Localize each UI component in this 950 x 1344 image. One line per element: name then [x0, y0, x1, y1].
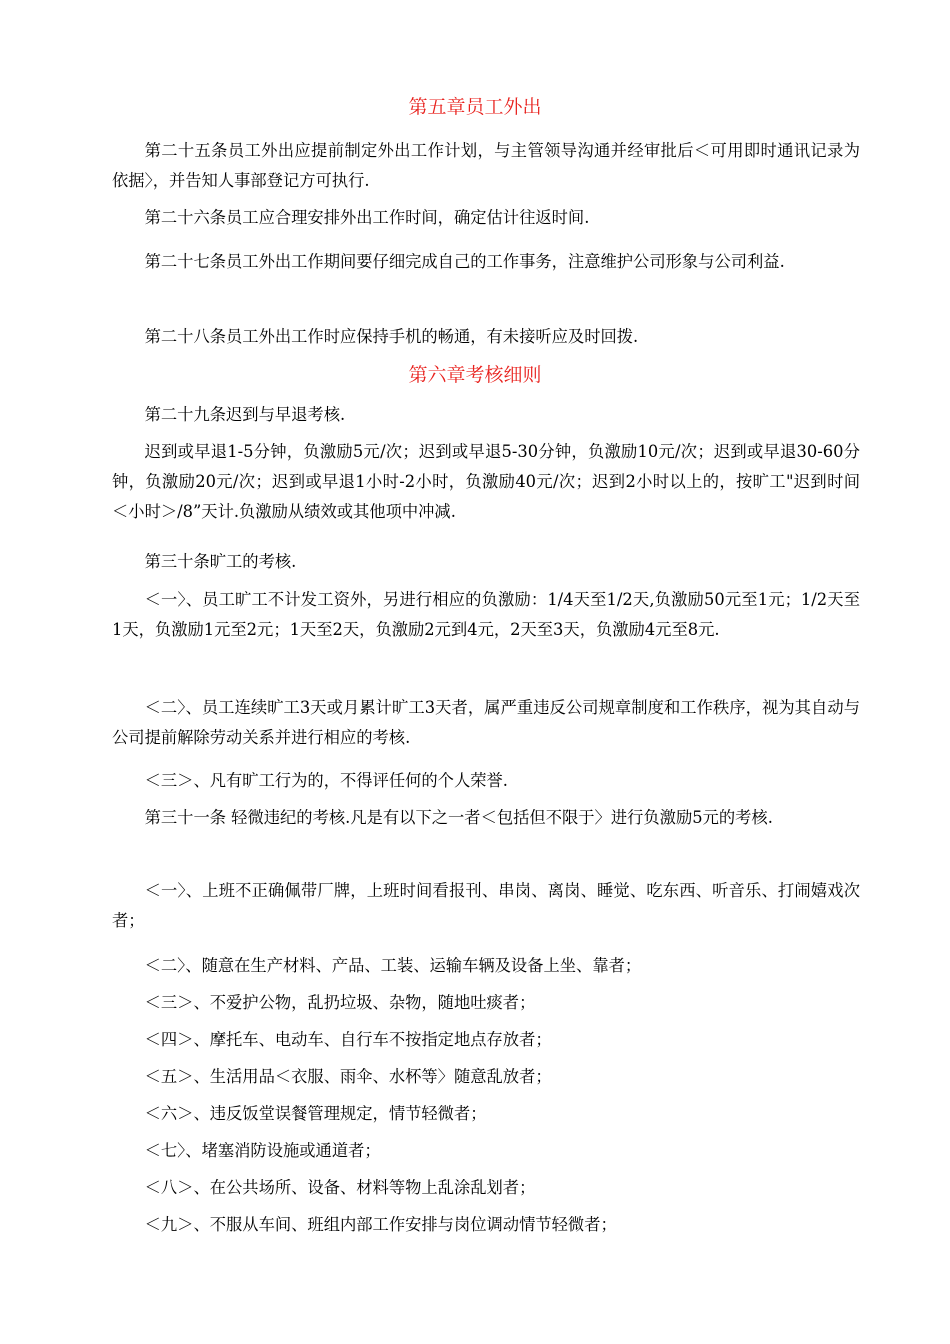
- minor-violation-5: ＜五＞、生活用品＜衣服、雨伞、水杯等〉随意乱放者；: [144, 1067, 552, 1086]
- article-29-title: 第二十九条迟到与早退考核.: [144, 405, 346, 424]
- minor-violation-2: ＜二〉、随意在生产材料、产品、工装、运输车辆及设备上坐、靠者；: [144, 956, 642, 975]
- article-31-title: 第三十一条 轻微违纪的考核.凡是有以下之一者＜包括但不限于〉进行负激励5元的考核.: [144, 808, 773, 827]
- minor-violation-6: ＜六＞、违反饭堂误餐管理规定，情节轻微者；: [144, 1104, 487, 1123]
- minor-violation-7: ＜七〉、堵塞消防设施或通道者；: [144, 1141, 381, 1160]
- article-25: 第二十五条员工外出应提前制定外出工作计划，与主管领导沟通并经审批后＜可用即时通讯记录为依据〉，并告知人事部登记方可执行.: [112, 141, 860, 190]
- article-27: 第二十七条员工外出工作期间要仔细完成自己的工作事务，注意维护公司形象与公司利益.: [144, 252, 785, 271]
- chapter-5-title: 第五章员工外出: [408, 96, 542, 118]
- minor-violation-4: ＜四＞、摩托车、电动车、自行车不按指定地点存放者；: [144, 1030, 552, 1049]
- absence-item-3: ＜三＞、凡有旷工行为的，不得评任何的个人荣誉.: [144, 771, 508, 790]
- minor-violation-3: ＜三＞、不爱护公物，乱扔垃圾、杂物，随地吐痰者；: [144, 993, 536, 1012]
- minor-violation-1: ＜一〉、上班不正确佩带厂牌，上班时间看报刊、串岗、离岗、睡觉、吃东西、听音乐、打闹嬉戏次者；: [112, 881, 860, 930]
- absence-item-2: ＜二〉、员工连续旷工3天或月累计旷工3天者，属严重违反公司规章制度和工作秩序，视为其自动与公司提前解除劳动关系并进行相应的考核.: [112, 698, 860, 747]
- article-30-title: 第三十条旷工的考核.: [144, 552, 297, 571]
- article-28: 第二十八条员工外出工作时应保持手机的畅通，有未接听应及时回拨.: [144, 327, 639, 346]
- absence-item-1: ＜一〉、员工旷工不计发工资外，另进行相应的负激励：1/4天至1/2天,负激励50元至1元；1/2天至1天，负激励1元至2元；1天至2天，负激励2元到4元，2天至3天，负激励4元至8元.: [112, 590, 860, 639]
- minor-violation-8: ＜八＞、在公共场所、设备、材料等物上乱涂乱划者；: [144, 1178, 536, 1197]
- article-26: 第二十六条员工应合理安排外出工作时间，确定估计往返时间.: [144, 208, 590, 227]
- minor-violation-9: ＜九＞、不服从车间、班组内部工作安排与岗位调动情节轻微者；: [144, 1215, 617, 1234]
- late-early-rules: 迟到或早退1-5分钟，负激励5元/次；迟到或早退5-30分钟，负激励10元/次；迟到或早退30-60分钟，负激励20元/次；迟到或早退1小时-2小时，负激励40元/次；迟到2小时以上的，按旷工"迟到时间 ＜小时＞/8”天计.负激励从绩效或其他项中冲减.: [112, 442, 860, 521]
- chapter-6-title: 第六章考核细则: [408, 364, 542, 386]
